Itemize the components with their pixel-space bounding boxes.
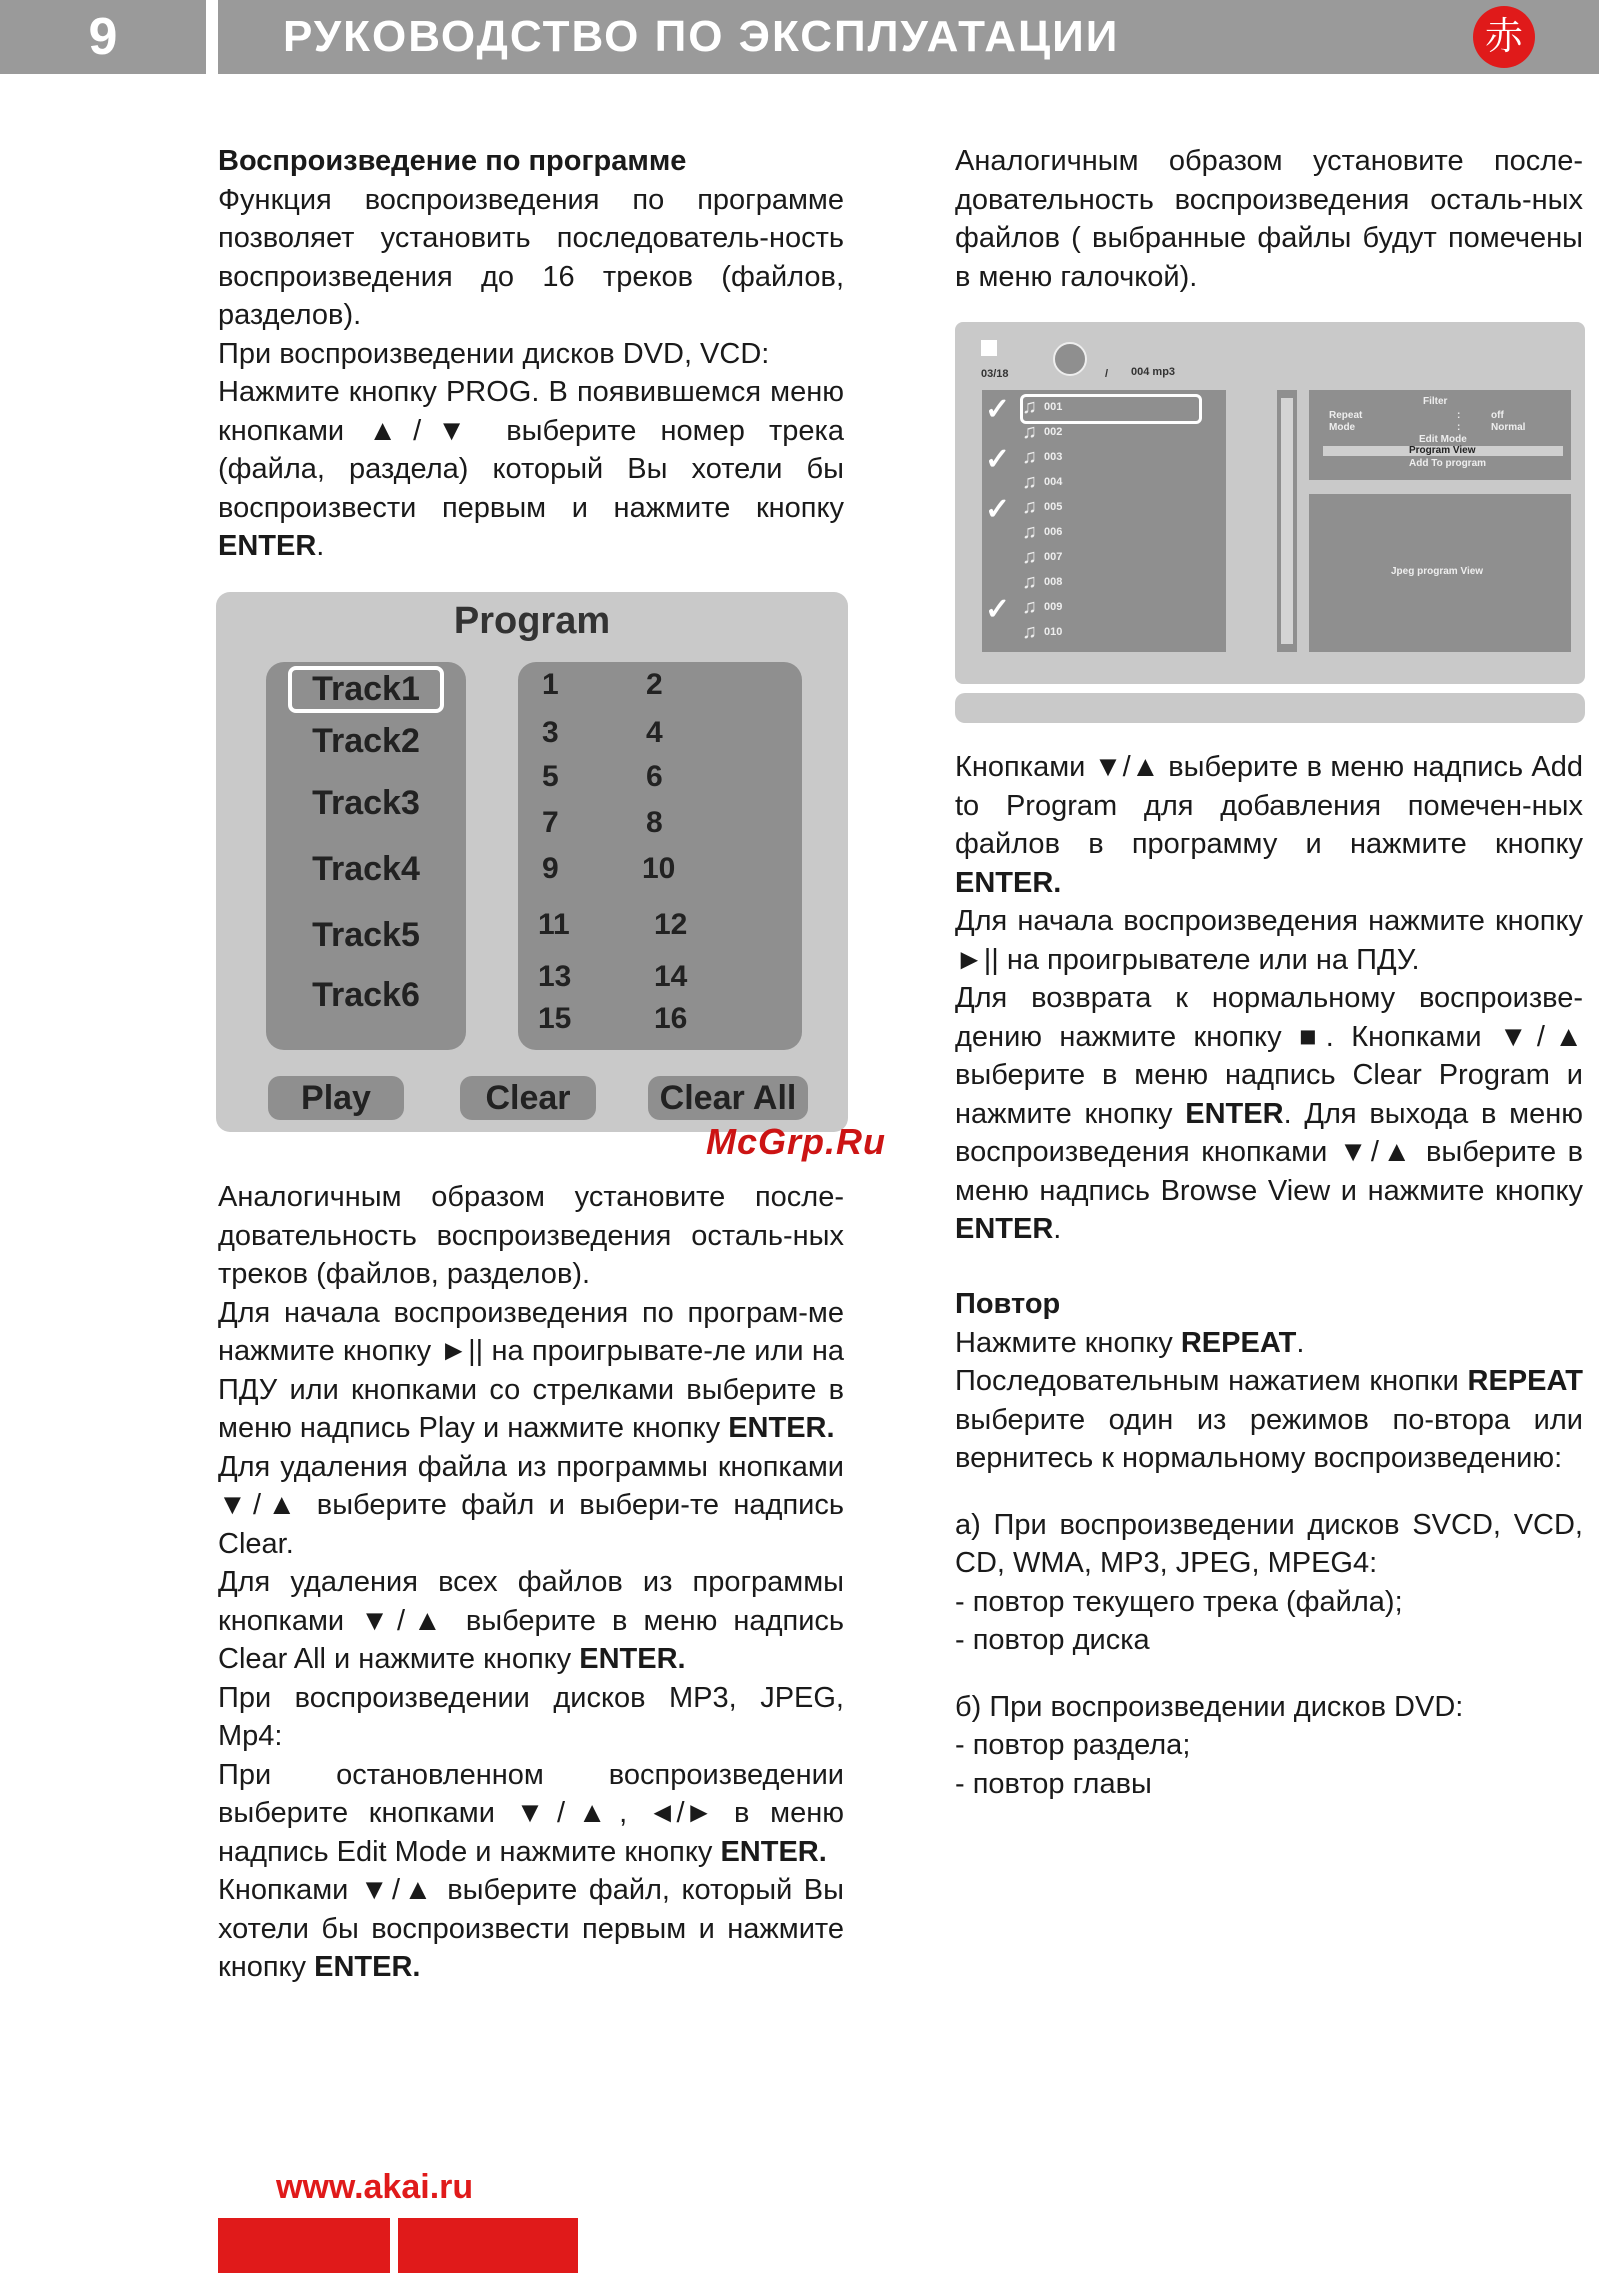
music-note-icon: ♫ bbox=[1022, 571, 1037, 593]
paragraph: Последовательным нажатием кнопки REPEAT выберите один из режимов по-втора или вернитесь к нормальному воспроизведению: bbox=[955, 1365, 1583, 1474]
paragraph: Нажмите кнопку REPEAT. bbox=[955, 1326, 1305, 1359]
list-item[interactable]: ♫ 006 bbox=[1022, 521, 1063, 543]
list-item: - повтор главы bbox=[955, 1767, 1152, 1800]
track-number[interactable]: 15 bbox=[538, 1002, 572, 1035]
menu-edit-mode[interactable]: Edit Mode bbox=[1419, 434, 1467, 445]
mp3-program-screen bbox=[955, 322, 1585, 684]
paragraph: Нажмите кнопку PROG. В появившемся меню кнопками ▲/▼ выберите номер трека (файла, раздела) который Вы хотели бы воспроизвести первым и нажмите кнопку ENTER. bbox=[218, 376, 844, 562]
music-note-icon: ♫ bbox=[1022, 471, 1037, 493]
footer-bar-left bbox=[218, 2218, 390, 2273]
clear-button[interactable]: Clear bbox=[460, 1076, 596, 1120]
track-number[interactable]: 1 bbox=[542, 668, 559, 701]
disc-icon bbox=[1053, 342, 1087, 376]
page-title: РУКОВОДСТВО ПО ЭКСПЛУАТАЦИИ bbox=[283, 12, 1120, 61]
page-number: 9 bbox=[0, 0, 206, 74]
section-heading-repeat: Повтор bbox=[955, 1288, 1061, 1320]
check-icon: ✓ bbox=[985, 593, 1011, 626]
paragraph: Для возврата к нормальному воспроизве-дению нажмите кнопку ■. Кнопками ▼/▲ выберите в меню надпись Clear Program и нажмите кнопку ENTER. Для выхода в меню воспроизведения кнопками ▼/▲ выберите в меню надпись Browse View и нажмите кнопку ENTER. bbox=[955, 982, 1583, 1245]
program-title: Program bbox=[453, 600, 611, 642]
preview-panel bbox=[1309, 494, 1571, 652]
paragraph: При остановленном воспроизведении выберите кнопками ▼/▲, ◄/► в меню надпись Edit Mode и нажмите кнопку ENTER. bbox=[218, 1758, 844, 1868]
list-item[interactable]: ✓ ♫ 003 bbox=[985, 443, 1063, 476]
track-number[interactable]: 11 bbox=[538, 908, 570, 941]
track-list bbox=[266, 662, 466, 1050]
clear-all-button[interactable]: Clear All bbox=[648, 1076, 808, 1120]
track-number[interactable]: 4 bbox=[646, 716, 663, 749]
stop-icon bbox=[981, 340, 997, 356]
right-column-top bbox=[955, 142, 1583, 296]
watermark: McGrp.Ru bbox=[706, 1121, 887, 1162]
mode-label: Mode bbox=[1329, 422, 1356, 433]
music-note-icon: ♫ bbox=[1022, 496, 1037, 518]
list-item: - повтор раздела; bbox=[955, 1729, 1191, 1761]
program-screen bbox=[216, 592, 848, 1132]
track-number[interactable]: 12 bbox=[654, 908, 688, 941]
paragraph: При воспроизведении дисков MP3, JPEG, Mp4: bbox=[218, 1681, 844, 1752]
check-icon: ✓ bbox=[985, 493, 1011, 526]
track-number[interactable]: 14 bbox=[654, 960, 688, 993]
track-number[interactable]: 5 bbox=[542, 760, 559, 793]
paragraph: Для начала воспроизведения нажмите кнопку ►|| на проигрывателе или на ПДУ. bbox=[955, 905, 1583, 976]
paragraph: Для удаления файла из программы кнопками ▼/▲ выберите файл и выбери-те надпись Clear. bbox=[218, 1450, 844, 1560]
paragraph: Кнопками ▼/▲ выберите файл, который Вы хотели бы воспроизвести первым и нажмите кнопку ENTER. bbox=[218, 1874, 844, 1983]
track-item[interactable]: Track5 bbox=[312, 916, 420, 954]
play-button[interactable]: Play bbox=[268, 1076, 404, 1120]
music-note-icon: ♫ bbox=[1022, 396, 1037, 418]
track-number[interactable]: 13 bbox=[538, 960, 572, 993]
track-item[interactable]: Track2 bbox=[312, 722, 420, 760]
music-note-icon: ♫ bbox=[1022, 421, 1037, 443]
left-column-bottom bbox=[218, 1178, 844, 1987]
section-heading-program: Воспроизведение по программе bbox=[218, 145, 687, 177]
list-item[interactable]: ♫ 002 bbox=[1022, 421, 1063, 443]
check-icon: ✓ bbox=[985, 443, 1011, 476]
repeat-value[interactable]: off bbox=[1491, 410, 1504, 421]
track-item[interactable]: Track6 bbox=[312, 976, 420, 1014]
track-number[interactable]: 9 bbox=[542, 852, 559, 885]
mode-menu bbox=[1309, 390, 1571, 480]
music-note-icon: ♫ bbox=[1022, 546, 1037, 568]
music-note-icon: ♫ bbox=[1022, 621, 1037, 643]
preview-label: Jpeg program View bbox=[1391, 566, 1484, 577]
track-item[interactable]: Track3 bbox=[312, 784, 420, 822]
file-counter: 03/18 bbox=[981, 368, 1009, 380]
scrollbar-thumb[interactable] bbox=[1281, 398, 1293, 644]
paragraph: б) При воспроизведении дисков DVD: bbox=[955, 1690, 1464, 1723]
track-number[interactable]: 7 bbox=[542, 806, 559, 839]
track-number[interactable]: 3 bbox=[542, 716, 559, 749]
list-item[interactable]: ✓ ♫ 009 bbox=[985, 593, 1063, 626]
paragraph: Аналогичным образом установите после-довательность воспроизведения осталь-ных треков (файлов, разделов). bbox=[218, 1181, 844, 1290]
repeat-colon: : bbox=[1457, 410, 1461, 421]
mode-colon: : bbox=[1457, 422, 1461, 433]
track-number-grid bbox=[518, 662, 802, 1050]
track-item[interactable]: Track4 bbox=[312, 850, 420, 888]
paragraph: Для удаления всех файлов из программы кнопками ▼/▲ выберите в меню надпись Clear All и нажмите кнопку ENTER. bbox=[218, 1566, 844, 1675]
paragraph: Аналогичным образом установите после-довательность воспроизведения осталь-ных файлов ( выбранные файлы будут помечены в меню галочкой). bbox=[955, 145, 1583, 293]
footer-url[interactable]: www.akai.ru bbox=[276, 2168, 474, 2206]
menu-program-view[interactable]: Program View bbox=[1409, 445, 1476, 456]
paragraph: Кнопками ▼/▲ выберите в меню надпись Add to Program для добавления помечен-ных файлов в программу и нажмите кнопку ENTER. bbox=[955, 751, 1583, 899]
repeat-label: Repeat bbox=[1329, 410, 1363, 421]
track-number[interactable]: 2 bbox=[646, 668, 663, 701]
music-note-icon: ♫ bbox=[1022, 521, 1037, 543]
track-number[interactable]: 8 bbox=[646, 806, 663, 839]
track-number[interactable]: 6 bbox=[646, 760, 663, 793]
menu-filter[interactable]: Filter bbox=[1423, 396, 1448, 407]
list-item: - повтор текущего трека (файла); bbox=[955, 1585, 1403, 1618]
track-number[interactable]: 10 bbox=[642, 852, 676, 885]
list-item[interactable]: ✓ ♫ 005 bbox=[985, 493, 1063, 526]
mode-value[interactable]: Normal bbox=[1491, 422, 1526, 433]
track-number[interactable]: 16 bbox=[654, 1002, 688, 1035]
right-column-middle bbox=[955, 748, 1583, 1249]
music-note-icon: ♫ bbox=[1022, 596, 1037, 618]
list-item[interactable]: ♫ 007 bbox=[1022, 546, 1063, 568]
list-item[interactable]: ✓ ♫ 001 bbox=[982, 396, 1226, 420]
path-separator: / bbox=[1105, 368, 1109, 380]
file-list bbox=[982, 390, 1226, 652]
menu-add-to-program[interactable]: Add To program bbox=[1409, 458, 1487, 469]
list-item[interactable]: ♫ 004 bbox=[1022, 471, 1063, 493]
list-item[interactable]: ♫ 010 bbox=[1022, 621, 1063, 643]
paragraph: При воспроизведении дисков DVD, VCD: bbox=[218, 337, 770, 370]
list-item[interactable]: ♫ 008 bbox=[1022, 571, 1063, 593]
left-column-top bbox=[218, 142, 844, 566]
current-file-name: 004 mp3 bbox=[1131, 366, 1176, 378]
track-item[interactable]: Track1 bbox=[288, 666, 444, 713]
paragraph: а) При воспроизведении дисков SVCD, VCD, CD, WMA, MP3, JPEG, MPEG4: bbox=[955, 1508, 1583, 1579]
status-bar bbox=[955, 693, 1585, 723]
akai-logo-icon: 赤 bbox=[1473, 6, 1535, 68]
paragraph: Для начала воспроизведения по програм-ме нажмите кнопку ►|| на проигрывате-ле или на ПДУ или кнопками со стрелками выберите в меню надпись Play и нажмите кнопку ENTER. bbox=[218, 1296, 844, 1444]
right-column-bottom bbox=[955, 1285, 1583, 1803]
list-item: - повтор диска bbox=[955, 1624, 1150, 1656]
paragraph: Функция воспроизведения по программе позволяет установить последователь-ность воспроизведения до 16 треков (файлов, разделов). bbox=[218, 183, 844, 331]
footer-bar-right bbox=[398, 2218, 578, 2273]
music-note-icon: ♫ bbox=[1022, 446, 1037, 468]
check-icon: ✓ bbox=[985, 393, 1011, 426]
